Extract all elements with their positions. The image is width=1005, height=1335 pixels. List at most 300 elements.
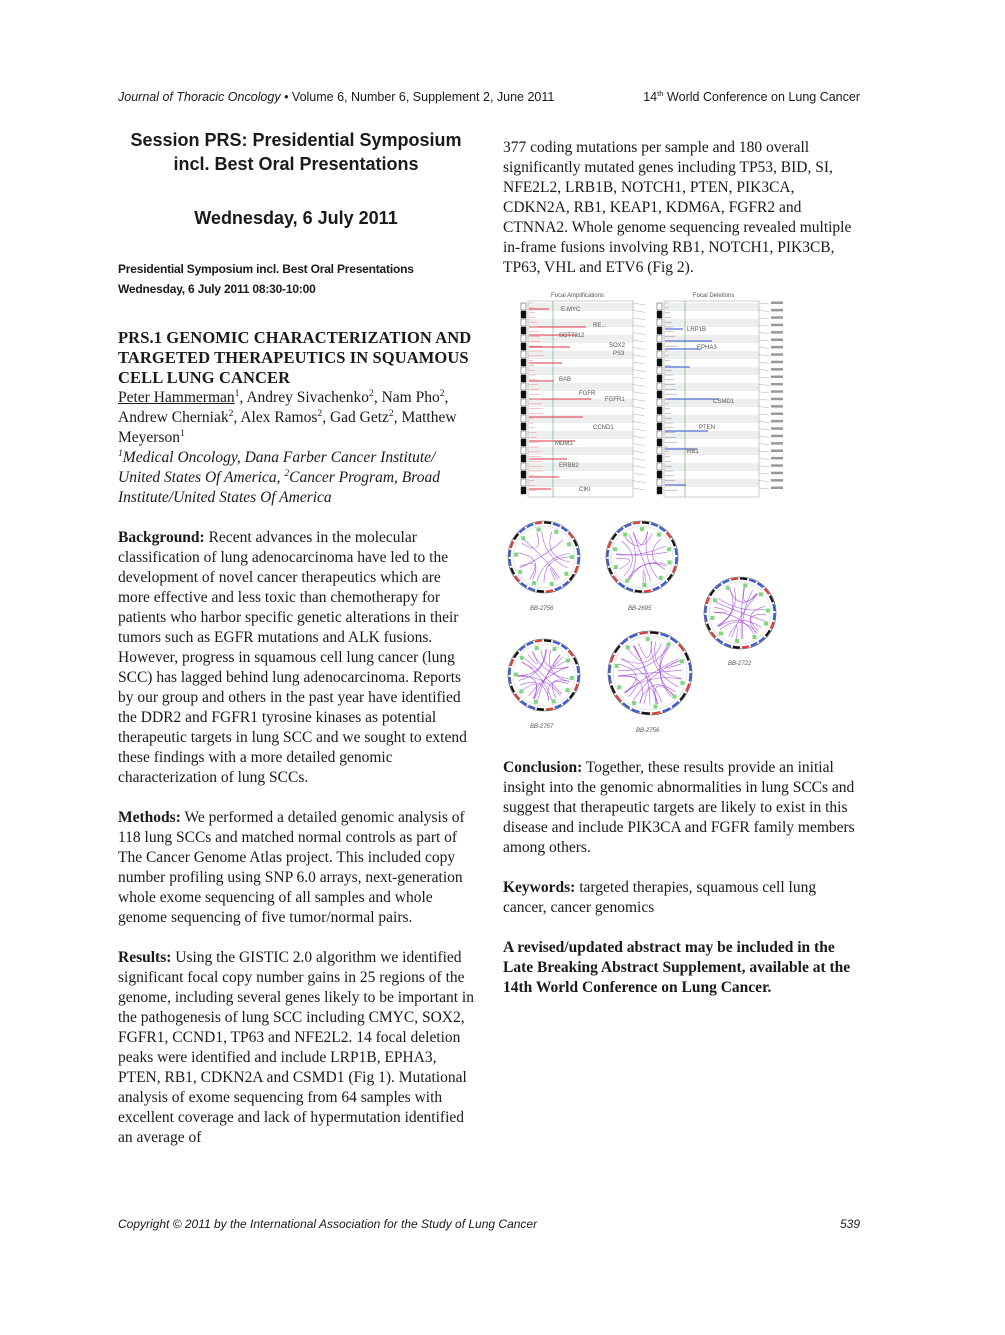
amplified-gene-label: E-MYC (561, 307, 581, 313)
circos-copy-number-block (554, 530, 558, 534)
fig2-plot-group (508, 521, 776, 734)
chromosome-stripe (664, 303, 759, 311)
revised-abstract-note: A revised/updated abstract may be included in the Late Breaking Abstract Supplement, available at the 14th World Conference on Lung Cancer. (503, 939, 851, 996)
circos-copy-number-block (752, 635, 756, 639)
session-title-line1: Session PRS: Presidential Symposium (130, 130, 462, 150)
chromosome-band (521, 407, 526, 414)
circos-ideogram-segment (733, 647, 740, 648)
running-head (118, 90, 860, 108)
conference-title: World Conference on Lung Cancer (663, 90, 860, 104)
amplified-gene-label: PS3 (613, 351, 625, 357)
gene-name-mark (771, 339, 783, 342)
circos-copy-number-block (667, 560, 671, 564)
chromosome-stripe (664, 431, 759, 439)
chromosome-band (657, 479, 662, 486)
chromosome-band (657, 415, 662, 422)
gene-connector (633, 325, 645, 327)
affil1-marker: 1 (118, 447, 123, 459)
circos-copy-number-block (625, 579, 629, 583)
chromosome-band (521, 391, 526, 398)
gene-connector (759, 436, 769, 437)
gene-name-mark (771, 302, 783, 305)
keywords-label: Keywords: (503, 879, 576, 896)
circos-ideogram-segment (644, 590, 651, 591)
gene-connector (759, 303, 769, 304)
circos-copy-number-block (514, 673, 518, 677)
circos-copy-number-block (617, 685, 621, 689)
gene-connector (759, 466, 769, 467)
chromosome-band (521, 359, 526, 366)
circos-plot (608, 631, 692, 734)
gene-name-mark (771, 472, 783, 475)
chromosome-band (521, 335, 526, 342)
gene-name-mark (771, 464, 783, 467)
fig1-del-title: Focal Deletions (693, 293, 735, 299)
author-name: Andrey Sivachenko (246, 389, 370, 406)
author-affil-marker: 2 (317, 407, 323, 419)
circos-copy-number-block (550, 582, 554, 586)
gene-connector (633, 436, 645, 438)
circos-ideogram-segment (774, 613, 775, 620)
gene-name-mark (771, 346, 783, 349)
chromosome-band (657, 487, 662, 494)
circos-copy-number-block (642, 583, 646, 587)
chromosome-band (521, 367, 526, 374)
circos-plot (704, 577, 776, 667)
right-column (503, 138, 863, 278)
chromosome-band (657, 447, 662, 454)
circos-sample-label: BB-2722 (728, 661, 752, 667)
author-affil-marker: 2 (388, 407, 394, 419)
deleted-gene-label: LRP1B (687, 327, 707, 333)
circos-ideogram-segment (650, 633, 658, 634)
circos-ideogram-segment (608, 559, 609, 566)
chromosome-band (521, 431, 526, 438)
affiliations (118, 448, 474, 508)
gene-connector (633, 377, 645, 379)
gene-name-mark (771, 479, 783, 482)
gene-connector (633, 407, 645, 409)
background-paragraph (118, 528, 474, 788)
circos-ideogram-segment (510, 550, 511, 557)
gene-name-mark (771, 316, 783, 319)
gene-connector (759, 377, 769, 378)
circos-ideogram-segment (537, 709, 544, 710)
circos-plot (606, 521, 678, 612)
chromosome-stripe (664, 479, 759, 487)
gene-name-mark (771, 324, 783, 327)
circos-copy-number-block (764, 621, 768, 625)
circos-sample-label: BB-2756 (530, 606, 554, 612)
circos-ideogram-segment (510, 668, 511, 675)
background-text: Recent advances in the molecular classification of lung adenocarcinoma have led to the development of novel cancer therapeutics which are more effective and less toxic than chemotherapy for patients who harbor specific genetic alterations in their tumors such as EGFR mutations and ALK fusions. However, progress in squamous cell lung cancer (lung SCC) has lagged behind lung adenocarcinoma. Reports by our group and others in the past year have identified the DDR2 and FGFR1 tyrosine kinases as potential therapeutic targets in lung SCC and we sought to extend these findings with a more detailed genomic characterization of lung SCCs. (118, 529, 467, 786)
circos-plot (508, 639, 580, 730)
journal-issue: • Volume 6, Number 6, Supplement 2, June 2011 (280, 90, 555, 104)
chromosome-band (521, 383, 526, 390)
chromosome-band (657, 343, 662, 350)
circos-copy-number-block (537, 528, 541, 532)
chromosome-stripe (528, 319, 633, 327)
circos-copy-number-block (766, 609, 770, 613)
conclusion-label: Conclusion: (503, 759, 583, 776)
gene-connector (633, 399, 645, 401)
amplified-gene-label: RE... (593, 323, 607, 329)
chromosome-band (657, 471, 662, 478)
chromosome-band (657, 431, 662, 438)
chromosome-stripe (528, 479, 633, 487)
circos-copy-number-block (535, 646, 539, 650)
gene-name-mark (771, 331, 783, 334)
deleted-gene-label: PTEN (699, 425, 716, 431)
results-text: Using the GISTIC 2.0 algorithm we identified significant focal copy number gains in 25 regions of the genome, including several genes likely to be important in the pathogenesis of lung SCC including CMYC, SOX2, FGFR1, CCND1, TP63 and NFE2L2. 14 focal deletion peaks were identified and include LRP1B, EPHA3, PTEN, RB1, CDKN2A and CSMD1 (Fig 1). Mutational analysis of exome sequencing from 64 samples with excellent coverage and lack of hypermutation identified an average of (118, 949, 474, 1146)
circos-copy-number-block (710, 616, 714, 620)
keywords-paragraph (503, 878, 863, 918)
circos-copy-number-block (518, 570, 522, 574)
gene-connector (759, 310, 769, 311)
circos-copy-number-block (552, 647, 556, 651)
session-title (118, 128, 474, 176)
circos-ideogram-segment (510, 559, 511, 566)
gene-name-mark (771, 435, 783, 438)
chromosome-stripe (528, 447, 633, 455)
circos-sample-label: BB-2756 (636, 728, 660, 734)
circos-copy-number-block (570, 555, 574, 559)
author-affil-marker: 2 (439, 387, 445, 399)
circos-copy-number-block (566, 659, 570, 663)
circos-copy-number-block (713, 598, 717, 602)
gene-connector (759, 407, 769, 408)
results-label: Results: (118, 949, 172, 966)
circos-copy-number-block (681, 681, 685, 685)
amplified-gene-label: ERBB2 (559, 463, 579, 469)
circos-copy-number-block (615, 664, 619, 668)
chromosome-band (521, 471, 526, 478)
chromosome-band (657, 319, 662, 326)
circos-ideogram-segment (652, 712, 660, 713)
circos-ideogram-segment (742, 646, 749, 647)
gene-connector (759, 318, 769, 319)
circos-plot (508, 521, 580, 612)
author-affil-marker: 1 (180, 427, 185, 439)
circos-ideogram-segment (546, 708, 553, 709)
chromosome-band (521, 311, 526, 318)
journal-name: Journal of Thoracic Oncology (118, 90, 281, 104)
circos-ideogram-segment (640, 633, 648, 634)
page-number: 539 (839, 1217, 860, 1231)
gene-connector (759, 347, 769, 348)
chromosome-band (521, 375, 526, 382)
chromosome-band (657, 391, 662, 398)
circos-ideogram-segment (675, 548, 676, 555)
amplified-gene-label: SCT7212 (559, 333, 585, 339)
gene-connector (633, 370, 645, 372)
chromosome-stripe (528, 463, 633, 471)
chromosome-stripe (664, 335, 759, 343)
methods-label: Methods: (118, 809, 181, 826)
chromosome-band (521, 327, 526, 334)
gene-name-mark (771, 368, 783, 371)
gene-connector (633, 384, 645, 386)
chromosome-band (521, 351, 526, 358)
gene-connector (759, 473, 769, 474)
left-column (118, 128, 474, 1148)
gene-name-mark (771, 413, 783, 416)
deleted-gene-label: CSMD1 (713, 399, 735, 405)
fig1-amplification-panel (521, 301, 645, 497)
gene-name-mark (771, 442, 783, 445)
session-date: Wednesday, 6 July 2011 (194, 208, 398, 228)
gene-connector (633, 444, 645, 446)
gene-name-mark (771, 353, 783, 356)
gene-connector (633, 488, 645, 490)
gene-connector (633, 303, 645, 305)
circos-copy-number-block (672, 695, 676, 699)
gene-connector (633, 362, 645, 364)
chromosome-band (657, 455, 662, 462)
gene-connector (759, 392, 769, 393)
chromosome-stripe (664, 319, 759, 327)
chromosome-stripe (528, 431, 633, 439)
gene-connector (633, 355, 645, 357)
gene-connector (633, 347, 645, 349)
chromosome-band (521, 439, 526, 446)
author-name: Alex Ramos (240, 409, 318, 426)
gene-connector (759, 384, 769, 385)
circos-copy-number-block (567, 542, 571, 546)
circos-ideogram-segment (690, 673, 691, 681)
gene-connector (759, 444, 769, 445)
circos-copy-number-block (657, 533, 661, 537)
gene-connector (633, 340, 645, 342)
circos-copy-number-block (659, 576, 663, 580)
chromosome-band (657, 439, 662, 446)
author-affil-marker: 2 (228, 407, 234, 419)
circos-copy-number-block (623, 533, 627, 537)
circos-copy-number-block (632, 701, 636, 705)
circos-copy-number-block (552, 699, 556, 703)
abstract-title: PRS.1 GENOMIC CHARACTERIZATION AND TARGETED THERAPEUTICS IN SQUAMOUS CELL LUNG CANCER (118, 328, 472, 387)
gene-connector (759, 355, 769, 356)
circos-copy-number-block (521, 536, 525, 540)
circos-ideogram-segment (535, 523, 542, 524)
chromosome-band (657, 423, 662, 430)
circos-copy-number-block (640, 527, 644, 531)
chromosome-stripe (528, 383, 633, 391)
gene-connector (633, 481, 645, 483)
session-title-line2: incl. Best Oral Presentations (173, 154, 419, 174)
circos-ideogram-segment (510, 677, 511, 684)
page-footer (118, 1217, 860, 1233)
gene-connector (759, 488, 769, 489)
affil2-text: Cancer Program, Broad Institute/United States Of America (118, 469, 440, 506)
chromosome-stripe (528, 367, 633, 375)
affil2-marker: 2 (284, 467, 290, 479)
amplified-gene-label: FGFR (579, 391, 596, 397)
circos-copy-number-block (565, 688, 569, 692)
gene-connector (759, 340, 769, 341)
chromosome-band (521, 423, 526, 430)
gene-connector (633, 458, 645, 460)
gene-name-mark (771, 427, 783, 430)
chromosome-band (657, 367, 662, 374)
fig1-deletion-panel (657, 301, 783, 497)
circos-ideogram-segment (635, 591, 642, 592)
circos-ideogram-segment (544, 523, 551, 524)
gene-name-mark (771, 450, 783, 453)
chromosome-band (657, 327, 662, 334)
gene-connector (633, 473, 645, 475)
gene-connector (759, 451, 769, 452)
gene-connector (759, 370, 769, 371)
amplified-gene-label: CCND1 (593, 425, 614, 431)
gene-connector (759, 362, 769, 363)
gene-name-mark (771, 383, 783, 386)
chromosome-stripe (528, 415, 633, 423)
affil1-text: Medical Oncology, Dana Farber Cancer Institute/ United States Of America, (118, 449, 436, 486)
circos-ideogram-segment (731, 579, 738, 580)
figure-2-circos-plots (500, 515, 795, 755)
circos-copy-number-block (743, 584, 747, 588)
results-continued: 377 coding mutations per sample and 180 overall significantly mutated genes including TP53, BID, SI, NFE2L2, LRB1B, NOTCH1, PTEN, PIK3CA, CDKN2A, RB1, KEAP1, KDM6A, FGFR2 and CTNNA2. Whole genome sequencing revealed multiple in-frame fusions involving RB1, NOTCH1, PIK3CB, TP63, VHL and ETV6 (Fig 2). (503, 139, 852, 276)
copyright-notice: Copyright © 2011 by the International Association for the Study of Lung Cancer (118, 1217, 538, 1231)
circos-copy-number-block (653, 705, 657, 709)
circos-copy-number-block (564, 572, 568, 576)
circos-copy-number-block (520, 656, 524, 660)
chromosome-band (521, 487, 526, 494)
chromosome-band (657, 359, 662, 366)
gene-connector (633, 333, 645, 335)
methods-paragraph (118, 808, 474, 928)
conference-suffix: th (657, 88, 664, 98)
fig1-amp-title: Focal Amplifications (551, 293, 605, 299)
circos-copy-number-block (667, 642, 671, 646)
circos-ideogram-segment (537, 591, 544, 592)
gene-connector (633, 392, 645, 394)
circos-copy-number-block (626, 645, 630, 649)
conclusion-paragraph (503, 758, 863, 858)
chromosome-band (657, 375, 662, 382)
circos-ideogram-segment (578, 557, 579, 564)
gene-connector (633, 310, 645, 312)
circos-ideogram-segment (642, 523, 649, 524)
chromosome-band (521, 455, 526, 462)
circos-ideogram-segment (642, 713, 650, 714)
figure-1-focal-copy-number (513, 289, 787, 501)
conference-name (643, 90, 860, 104)
chromosome-band (657, 311, 662, 318)
deleted-gene-label: EPHA3 (697, 345, 717, 351)
chromosome-band (521, 447, 526, 454)
gene-name-mark (771, 361, 783, 364)
gene-name-mark (771, 398, 783, 401)
chromosome-band (521, 343, 526, 350)
chromosome-band (521, 415, 526, 422)
chromosome-stripe (528, 303, 633, 311)
deleted-gene-label: RB1 (687, 449, 699, 455)
chromosome-band (657, 335, 662, 342)
keywords-text: targeted therapies, squamous cell lung cancer, cancer genomics (503, 879, 817, 916)
author-affil-marker: 1 (234, 387, 240, 399)
author-name: Gad Getz (329, 409, 389, 426)
circos-sample-label: BB-2757 (530, 724, 554, 730)
gene-name-mark (771, 309, 783, 312)
gene-connector (759, 481, 769, 482)
circos-copy-number-block (719, 631, 723, 635)
gene-connector (633, 421, 645, 423)
conclusion-text: Together, these results provide an initial insight into the genomic abnormalities in lung SCCs and suggest that therapeutic targets are likely to exist in this disease and include PIK3CA and FGFR family members among others. (503, 759, 855, 856)
circos-copy-number-block (534, 700, 538, 704)
chromosome-band (521, 399, 526, 406)
chromosome-band (657, 383, 662, 390)
circos-copy-number-block (613, 547, 617, 551)
gene-connector (759, 399, 769, 400)
chromosome-band (657, 463, 662, 470)
circos-ideogram-segment (610, 665, 611, 673)
gene-connector (759, 458, 769, 459)
author-list: Peter Hammerman$^1$, Andrey Sivachenko$^2$, Nam Pho$^2$, Andrew Cherniak$^2$, Alex Ramos$^2$, Gad Getz$^2$, Matthew Meyerson$^1$ (118, 387, 457, 446)
chromosome-stripe (664, 399, 759, 407)
circos-ideogram-segment (577, 548, 578, 555)
gene-connector (633, 451, 645, 453)
chromosome-stripe (664, 415, 759, 423)
gene-connector (759, 421, 769, 422)
circos-ideogram-segment (689, 663, 690, 671)
gene-connector (633, 466, 645, 468)
gene-connector (633, 414, 645, 416)
gene-connector (633, 429, 645, 431)
gene-connector (759, 429, 769, 430)
gene-name-mark (771, 405, 783, 408)
background-label: Background: (118, 529, 205, 546)
gene-connector (633, 318, 645, 320)
author-name: Matthew Meyerson (118, 409, 457, 446)
circos-ideogram-segment (633, 523, 640, 524)
gene-name-mark (771, 390, 783, 393)
circos-outer-ring (704, 577, 776, 649)
circos-ideogram-segment (740, 579, 747, 580)
circos-copy-number-block (726, 586, 730, 590)
circos-ideogram-segment (535, 641, 542, 642)
chromosome-band (657, 351, 662, 358)
circos-ideogram-segment (608, 550, 609, 557)
chromosome-stripe (664, 383, 759, 391)
gene-name-mark (771, 420, 783, 423)
circos-copy-number-block (514, 553, 518, 557)
circos-ideogram-segment (544, 641, 551, 642)
circos-copy-number-block (532, 581, 536, 585)
chromosome-band (521, 303, 526, 310)
circos-ideogram-segment (546, 590, 553, 591)
circos-sample-label: BB-2695 (628, 606, 652, 612)
journal-citation (118, 90, 554, 104)
gene-name-mark (771, 376, 783, 379)
conference-number: 14 (643, 90, 658, 104)
author-name: Nam Pho (381, 389, 440, 406)
circos-copy-number-block (759, 592, 763, 596)
circos-ideogram-segment (773, 604, 774, 611)
results-paragraph (118, 948, 474, 1148)
methods-text: We performed a detailed genomic analysis of 118 lung SCCs and matched normal controls as part of The Cancer Genome Atlas project. This included copy number profiling using SNP 6.0 arrays, next-generation whole exome sequencing of all samples and whole genome sequencing of five tumor/normal pairs. (118, 809, 465, 926)
chromosome-band (521, 479, 526, 486)
gene-connector (759, 333, 769, 334)
circos-ideogram-segment (676, 557, 677, 564)
chromosome-band (657, 399, 662, 406)
author-name: Andrew Cherniak (118, 409, 229, 426)
circos-copy-number-block (735, 639, 739, 643)
session-time-line: Presidential Symposium incl. Best Oral Presentations Wednesday, 6 July 2011 08:30-10:00 (118, 262, 414, 296)
amplified-gene-label: CIKI (579, 487, 591, 493)
circos-copy-number-block (614, 565, 618, 569)
